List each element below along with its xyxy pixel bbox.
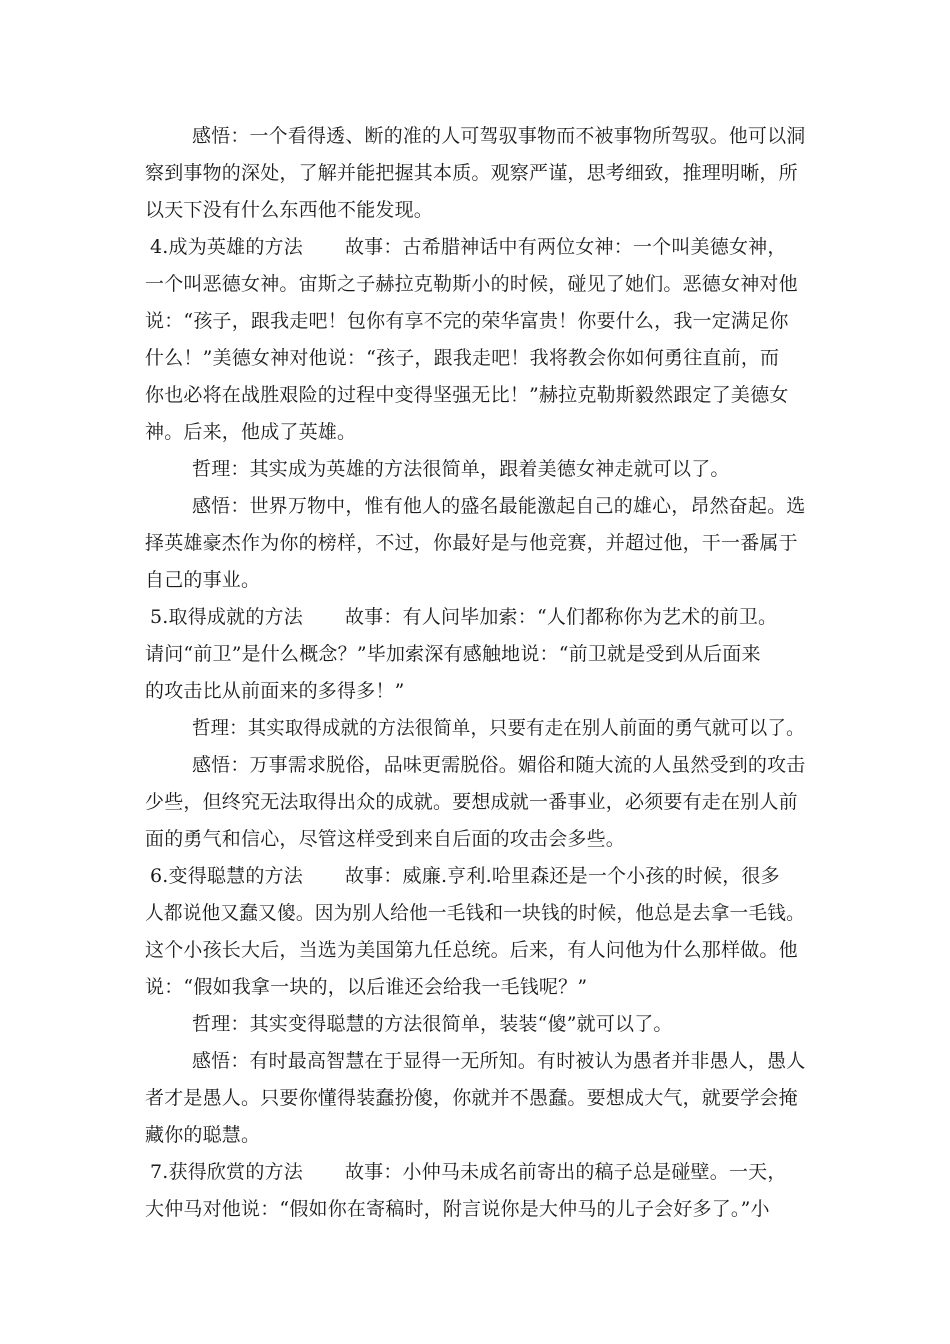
paragraph-line: 面的勇气和信心，尽管这样受到来自后面的攻击会多些。 [145,828,626,850]
section-heading: 5.取得成就的方法 [150,606,303,628]
paragraph-line: 哲理：其实成为英雄的方法很简单，跟着美德女神走就可以了。 [192,458,730,480]
paragraph-line: 自己的事业。 [145,569,261,591]
section-first-line: 故事：小仲马未成名前寄出的稿子总是碰壁。一天， [344,1161,787,1183]
paragraph-line: 这个小孩长大后，当选为美国第九任总统。后来，有人问他为什么那样做。他 [145,939,798,961]
paragraph-line: 人都说他又蠢又傻。因为别人给他一毛钱和一块钱的时候，他总是去拿一毛钱。 [145,902,805,924]
paragraph-line: 感悟：世界万物中，惟有他人的盛名最能激起自己的雄心，昂然奋起。选 [192,495,806,517]
section-heading-line [150,235,787,259]
paragraph-line: 大仲马对他说：“假如你在寄稿时，附言说你是大仲马的儿子会好多了。”小 [145,1198,770,1220]
section-heading-line [150,1160,787,1184]
paragraph-line: 一个叫恶德女神。宙斯之子赫拉克勒斯小的时候，碰见了她们。恶德女神对他 [145,273,798,295]
paragraph-line: 感悟：有时最高智慧在于显得一无所知。有时被认为愚者并非愚人，愚人 [192,1050,806,1072]
section-heading: 7.获得欣赏的方法 [150,1161,303,1183]
paragraph-line: 你也必将在战胜艰险的过程中变得坚强无比！”赫拉克勒斯毅然跟定了美德女 [145,384,789,406]
paragraph-line: 少些，但终究无法取得出众的成就。要想成就一番事业，必须要有走在别人前 [145,791,798,813]
section-first-line: 故事：有人问毕加索：“人们都称你为艺术的前卫。 [344,606,778,628]
paragraph-line: 以天下没有什么东西他不能发现。 [145,199,434,221]
section-first-line: 故事：古希腊神话中有两位女神：一个叫美德女神， [344,236,787,258]
paragraph-line: 察到事物的深处，了解并能把握其本质。观察严谨，思考细致，推理明晰，所 [145,162,798,184]
paragraph-line: 择英雄豪杰作为你的榜样，不过，你最好是与他竞赛，并超过他，干一番属于 [145,532,798,554]
section-heading-line [150,864,780,888]
section-first-line: 故事：威廉.亨利.哈里森还是一个小孩的时候，很多 [344,865,780,887]
paragraph-line: 感悟：万事需求脱俗，品味更需脱俗。媚俗和随大流的人虽然受到的攻击 [192,754,806,776]
paragraph-line: 感悟：一个看得透、断的准的人可驾驭事物而不被事物所驾驭。他可以洞 [192,125,806,147]
section-heading: 4.成为英雄的方法 [150,236,303,258]
paragraph-line: 神。后来，他成了英雄。 [145,421,357,443]
section-heading: 6.变得聪慧的方法 [150,865,303,887]
paragraph-line: 说：“假如我拿一块的，以后谁还会给我一毛钱呢？” [145,976,588,998]
paragraph-line: 的攻击比从前面来的多得多！” [145,680,405,702]
paragraph-line: 什么！”美德女神对他说：“孩子，跟我走吧！我将教会你如何勇往直前，而 [145,347,780,369]
paragraph-line: 藏你的聪慧。 [145,1124,261,1146]
paragraph-line: 哲理：其实取得成就的方法很简单，只要有走在别人前面的勇气就可以了。 [192,717,805,739]
paragraph-line: 者才是愚人。只要你懂得装蠢扮傻，你就并不愚蠢。要想成大气，就要学会掩 [145,1087,798,1109]
section-heading-line [150,605,777,629]
paragraph-line: 说：“孩子，跟我走吧！包你有享不完的荣华富贵！你要什么，我一定满足你 [145,310,789,332]
paragraph-line: 请问“前卫”是什么概念？”毕加索深有感触地说：“前卫就是受到从后面来 [145,643,761,665]
paragraph-line: 哲理：其实变得聪慧的方法很简单，装装“傻”就可以了。 [192,1013,673,1035]
